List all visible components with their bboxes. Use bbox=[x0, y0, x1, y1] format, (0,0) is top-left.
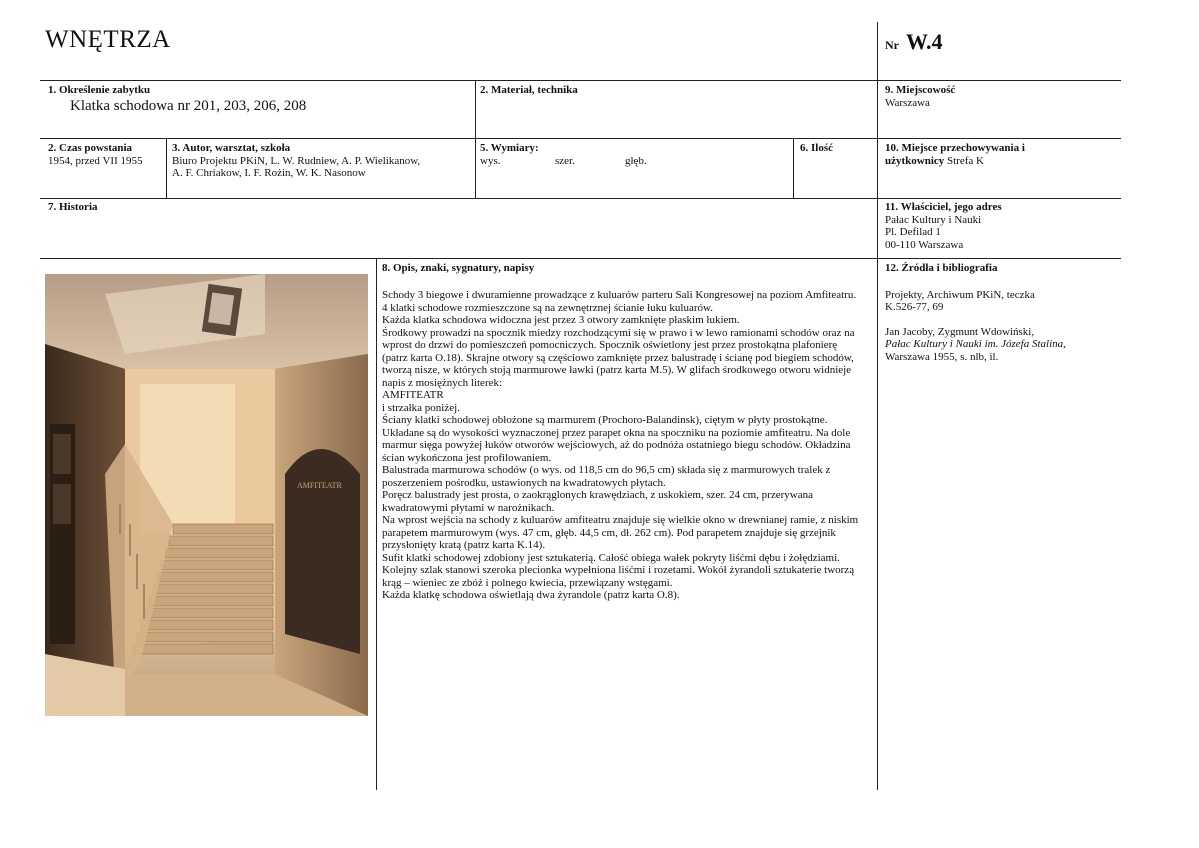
field-5 bbox=[480, 142, 780, 168]
field-11-label: 11. Właściciel, jego adres bbox=[885, 201, 1002, 213]
row-line-1 bbox=[40, 80, 1121, 81]
description-paragraph: Środkowy prowadzi na spocznik miedzy rozchodzącymi się w prawo i w lewo ramionami schodów oraz na wprost do drzwi do pomieszczeń pomocniczych. Spocznik oświetlony jest przez prostokątna plafonierę (patrz karta O.18). Skrajne otwory są częściowo zamknięte przez balustradę i ścianę pod biegiem schodów, tworzą nisze, w których stoją marmurowe ławki (patrz karta M.5). W glifach środkowego otworu widnieje napis z mosiężnych literek: bbox=[382, 326, 855, 389]
field-11-line: Pałac Kultury i Nauki bbox=[885, 213, 982, 226]
page-title: WNĘTRZA bbox=[45, 26, 171, 53]
amfiteatr-sign: AMFITEATR bbox=[297, 481, 342, 490]
field-2b bbox=[48, 142, 143, 167]
field-5-szer: szer. bbox=[555, 154, 575, 167]
field-5-gleb: głęb. bbox=[625, 154, 647, 167]
field-3 bbox=[172, 142, 420, 180]
col-line-e bbox=[376, 258, 377, 790]
field-2b-value: 1954, przed VII 1955 bbox=[48, 154, 143, 167]
row-line-4 bbox=[40, 258, 1121, 259]
field-11 bbox=[885, 201, 1002, 251]
field-10 bbox=[885, 142, 1025, 167]
ref-1-line1: Projekty, Archiwum PKiN, teczka bbox=[885, 288, 1035, 301]
field-12 bbox=[885, 262, 1090, 363]
field-3-line2: A. F. Chriakow, I. F. Rożin, W. K. Nasonow bbox=[172, 167, 366, 179]
description-paragraph: Sufit klatki schodowej zdobiony jest sztukaterią. Całość obiega wałek pokryty liśćmi dębu i żołędziami. Kolejny szlak stanowi szeroka plecionka wypełniona liśćmi i rozetami. Wokół żyrandoli sztukaterie tworzą krąg – wieniec ze zbóż i polnego kwiecia, przewiązany wstęgami. bbox=[382, 551, 855, 589]
col-line-d bbox=[793, 138, 794, 198]
card-number-prefix: Nr bbox=[885, 38, 899, 52]
ref-2-line1: Jan Jacoby, Zygmunt Wdowiński, bbox=[885, 325, 1035, 338]
field-10-label-1: 10. Miejsce przechowywania i bbox=[885, 142, 1025, 154]
col-line-a bbox=[475, 80, 476, 198]
description-paragraph: Ściany klatki schodowej obłożone są marmurem (Prochoro-Balandinsk), ciętym w płyty prostokątne. Układane są do wysokości wyznaczonej przez parapet okna na spoczniku na poziomie amfiteatru. Na dole marmur sięga powyżej łuków otworów wejściowych, aż do podnóża ostatniego biegu schodów. Okładzina ścian wykończona jest profilowaniem. bbox=[382, 414, 851, 464]
col-line-c bbox=[166, 138, 167, 198]
header-divider bbox=[877, 22, 878, 80]
description-paragraph: Poręcz balustrady jest prosta, o zaokrąglonych krawędziach, z uskokiem, szer. 24 cm, przerywana kwadratowymi płytami w narożnikach. bbox=[382, 489, 813, 514]
card-number-value: W.4 bbox=[906, 29, 943, 54]
field-8-description bbox=[382, 289, 862, 602]
row-line-3 bbox=[40, 198, 1121, 199]
field-10-value: Strefa K bbox=[947, 154, 984, 167]
field-3-line1: Biuro Projektu PKiN, L. W. Rudniew, A. P. Wielikanow, bbox=[172, 154, 421, 167]
ref-1-line2: K.526-77, 69 bbox=[885, 301, 944, 313]
description-paragraph: AMFITEATR bbox=[382, 389, 444, 401]
description-paragraph: Każda klatka schodowa widoczna jest przez 3 otwory zamknięte płaskim łukiem. bbox=[382, 314, 740, 326]
field-9 bbox=[885, 84, 955, 109]
col-line-b bbox=[877, 80, 878, 790]
description-paragraph: Każda klatkę schodowa oświetlają dwa żyrandole (patrz karta O.8). bbox=[382, 589, 680, 601]
field-6-label: 6. Ilość bbox=[800, 142, 833, 154]
ref-2 bbox=[885, 338, 1090, 363]
field-2b-label: 2. Czas powstania bbox=[48, 142, 133, 154]
field-8-label: 8. Opis, znaki, sygnatury, napisy bbox=[382, 262, 535, 274]
field-11-line: 00-110 Warszawa bbox=[885, 238, 964, 251]
field-5-wys: wys. bbox=[480, 154, 501, 167]
field-1 bbox=[48, 84, 306, 115]
description-paragraph: Schody 3 biegowe i dwuramienne prowadzące z kuluarów parteru Sali Kongresowej na poziom Amfiteatru. 4 klatki schodowe rozmieszczone są na zewnętrznej ścianie łuku kuluarów. bbox=[382, 289, 857, 314]
field-12-label: 12. Źródła i bibliografia bbox=[885, 262, 998, 274]
row-line-2 bbox=[40, 138, 1121, 139]
field-9-value: Warszawa bbox=[885, 96, 930, 109]
field-10-label-2: użytkownicy bbox=[885, 154, 945, 167]
field-2-label: 2. Materiał, technika bbox=[480, 84, 578, 96]
field-5-label: 5. Wymiary: bbox=[480, 142, 539, 154]
field-1-value: Klatka schodowa nr 201, 203, 206, 208 bbox=[70, 97, 307, 114]
card-number bbox=[885, 29, 942, 55]
field-9-label: 9. Miejscowość bbox=[885, 84, 956, 96]
ref-2-tail: , Warszawa 1955, s. nlb, il. bbox=[885, 338, 1066, 363]
field-1-label: 1. Określenie zabytku bbox=[48, 84, 151, 96]
description-paragraph: Na wprost wejścia na schody z kuluarów amfiteatru znajduje się wielkie okno w drewnianej ramie, z niskim parapetem marmurowym (wys. 47 cm, głęb. 44,5 cm, dł. 262 cm). Pod parapetem znajduje się grzejnik przysłonięty kratą (patrz karta K.14). bbox=[382, 514, 859, 551]
description-paragraph: i strzałka poniżej. bbox=[382, 401, 460, 414]
field-3-label: 3. Autor, warsztat, szkoła bbox=[172, 142, 291, 154]
staircase-photo bbox=[45, 274, 368, 716]
field-11-line: Pl. Defilad 1 bbox=[885, 226, 941, 238]
field-7-label: 7. Historia bbox=[48, 201, 98, 213]
ref-2-title: Pałac Kultury i Nauki im. Józefa Stalina bbox=[885, 338, 1064, 350]
description-paragraph: Balustrada marmurowa schodów (o wys. od 118,5 cm do 96,5 cm) składa się z marmurowych tralek z poszerzeniem pośrodku, ustawionych na kwadratowych płytach. bbox=[382, 464, 831, 489]
